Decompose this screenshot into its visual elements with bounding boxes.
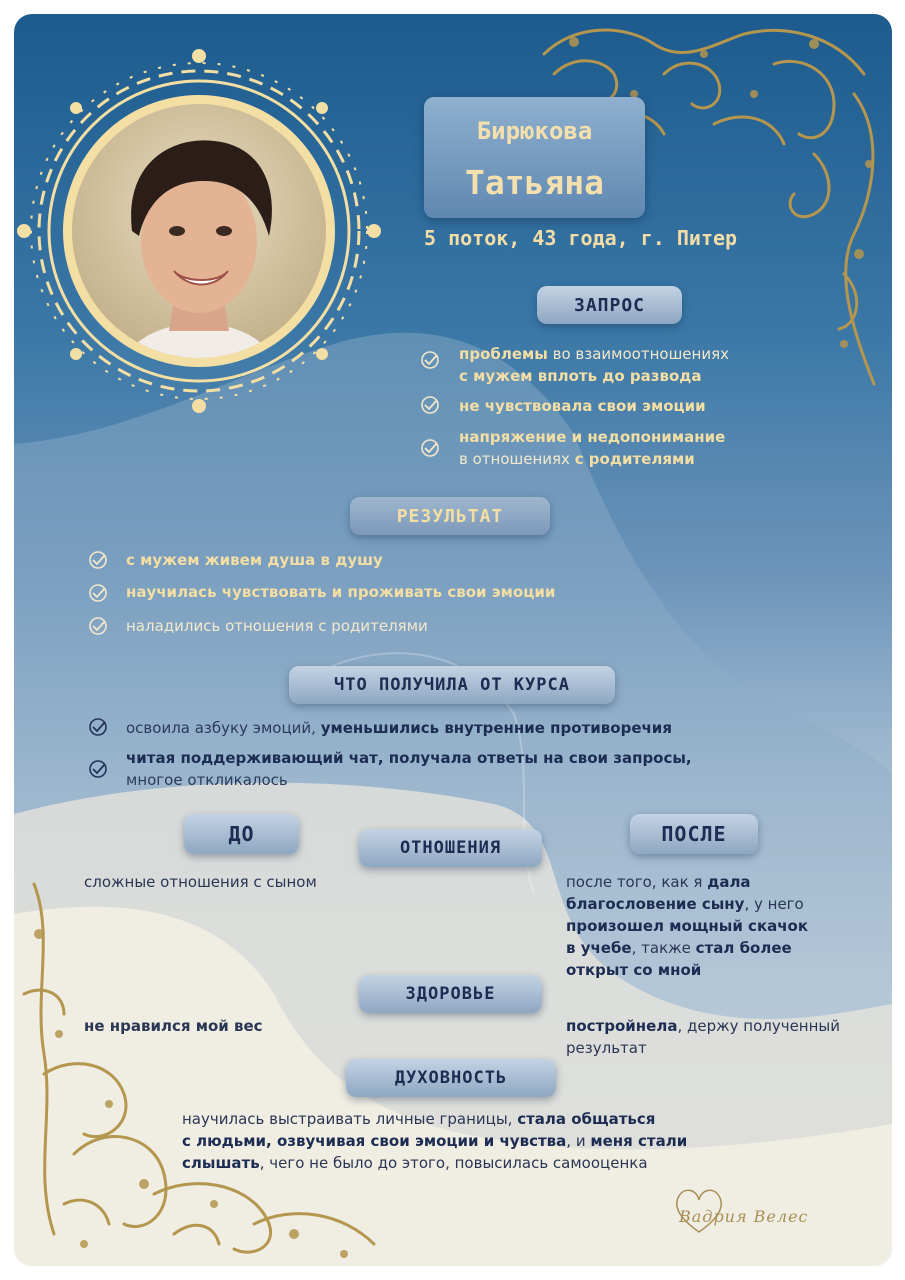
result-item-1: с мужем живем душа в душу [126,551,383,569]
first-name: Татьяна [464,163,605,202]
request-item-3-line-2: в отношениях с родителями [459,450,695,468]
check-icon [88,616,108,636]
request-item-1-line-2: с мужем вплоть до развода [459,367,702,385]
result-item-2: научилась чувствовать и проживать свои эмоции [126,583,556,601]
spirituality-line-1: научилась выстраивать личные границы, стала общаться [182,1110,656,1128]
check-icon [88,550,108,570]
relations-after [566,871,881,981]
health-after-line-2: результат [566,1039,647,1057]
request-title: ЗАПРОС [537,286,682,324]
spirituality-title: ДУХОВНОСТЬ [346,1059,556,1097]
relations-after-line-1: после того, как я дала [566,873,751,891]
profile-details: 5 поток, 43 года, г. Питер [424,226,738,250]
surname: Бирюкова [476,117,593,145]
review-card [14,14,892,1266]
check-icon [88,717,108,737]
relations-after-line-5: открыт со мной [566,961,702,979]
relations-before: сложные отношения с сыном [84,873,317,891]
name-box [424,97,645,218]
request-item-1-line-1: проблемы во взаимоотношениях [459,345,729,363]
relations-after-line-2: благословение сыну, у него [566,895,804,913]
gained-item-2-line-1: читая поддерживающий чат, получала ответы на свои запросы, [126,749,692,767]
after-label: ПОСЛЕ [630,814,758,854]
gained-title: ЧТО ПОЛУЧИЛА ОТ КУРСА [289,666,615,704]
relations-after-line-4: в учебе, также стал более [566,939,792,957]
portrait-frame [14,31,384,431]
spirituality-line-2: с людьми, озвучивая свои эмоции и чувства, и меня стали [182,1132,688,1150]
gained-item-2-line-2: многое откликалось [126,771,288,789]
watermark-signature: Вадрия Велес [679,1207,809,1226]
gained-item-1: освоила азбуку эмоций, уменьшились внутренние противоречия [126,719,672,737]
health-after-line-1: постройнела, держу полученный [566,1017,841,1035]
check-icon [420,438,440,458]
relations-after-line-3: произошел мощный скачок [566,917,809,935]
check-icon [88,583,108,603]
health-after [566,1015,881,1059]
health-title: ЗДОРОВЬЕ [359,975,542,1013]
check-icon [88,759,108,779]
request-item-3-line-1: напряжение и недопонимание [459,428,726,446]
before-label: ДО [184,814,299,854]
relations-title: ОТНОШЕНИЯ [359,829,542,867]
result-item-3: наладились отношения с родителями [126,617,428,635]
spirituality-text [182,1108,782,1174]
check-icon [420,395,440,415]
health-before: не нравился мой вес [84,1017,263,1035]
spirituality-line-3: слышать, чего не было до этого, повысилась самооценка [182,1154,648,1172]
result-title: РЕЗУЛЬТАТ [350,497,550,535]
check-icon [420,350,440,370]
request-item-2: не чувствовала свои эмоции [459,397,706,415]
